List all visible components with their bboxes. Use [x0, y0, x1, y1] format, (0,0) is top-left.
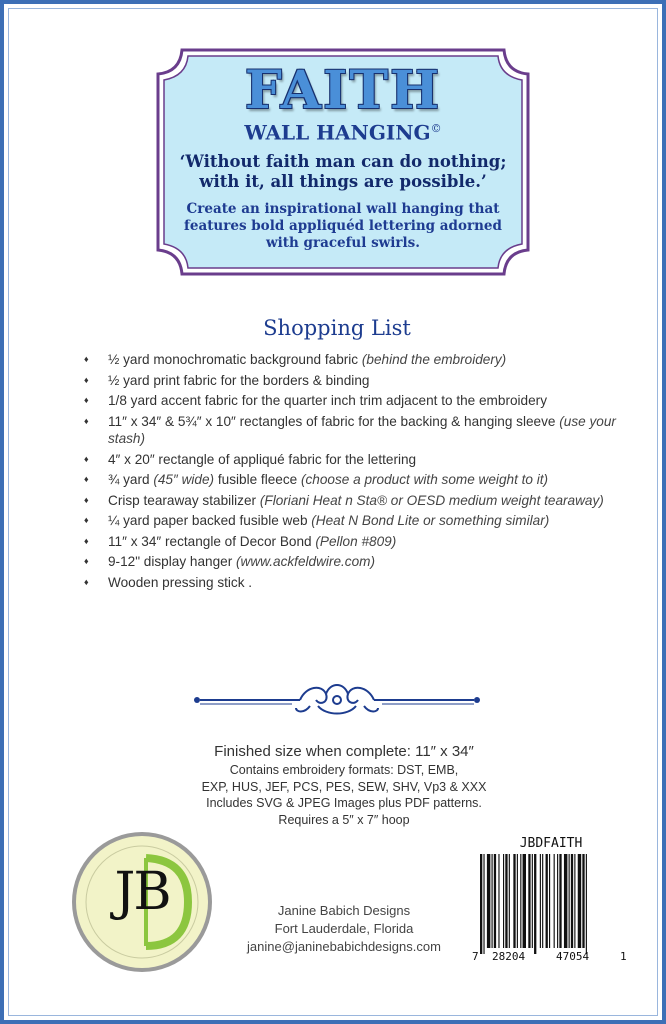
list-item: ♦ ¼ yard paper backed fusible web (Heat N Bond Lite or something similar): [84, 512, 624, 530]
formats-line-2: EXP, HUS, JEF, PCS, PES, SEW, SHV, Vp3 & XXX: [201, 779, 487, 794]
barcode-bar: [509, 854, 510, 948]
list-item: ♦ 9-12" display hanger (www.ackfeldwire.com): [84, 553, 624, 571]
quote-line-2: with it, all things are possible.’: [199, 171, 487, 191]
barcode-bar: [498, 854, 499, 948]
barcode-bar: [549, 854, 550, 948]
barcode-bar: [557, 854, 558, 948]
barcode-bar: [492, 854, 493, 948]
barcode-sku: JBDFAITH: [519, 836, 583, 851]
barcode-bar: [528, 854, 530, 948]
finished-size: Finished size when complete: 11″ x 34″: [214, 743, 474, 760]
company-email: janine@janinebabichdesigns.com: [247, 939, 441, 954]
contact-info: [219, 902, 469, 956]
description: Create an inspirational wall hanging that features bold appliquéd lettering adorned with graceful swirls.: [184, 200, 502, 251]
barcode-bar: [569, 854, 570, 948]
barcode-bar: [517, 854, 518, 948]
list-item: ♦ ½ yard print fabric for the borders & binding: [84, 372, 624, 390]
images-note: Includes SVG & JPEG Images plus PDF patterns.: [206, 796, 482, 810]
list-item: ♦ ½ yard monochromatic background fabric (behind the embroidery): [84, 351, 624, 369]
barcode-bar: [540, 854, 541, 948]
shopping-list-title: Shopping List: [263, 316, 411, 340]
barcode-bar: [532, 854, 533, 948]
title-faith: FAITH: [244, 60, 442, 121]
list-item: ♦ 1/8 yard accent fabric for the quarter inch trim adjacent to the embroidery: [84, 392, 624, 410]
barcode: [470, 854, 630, 964]
barcode-bar: [564, 854, 567, 948]
barcode-bar: [483, 854, 484, 954]
barcode-bar: [582, 854, 584, 948]
barcode-bar: [542, 854, 543, 948]
quote-line-1: ‘Without faith man can do nothing;: [179, 151, 507, 171]
barcode-bar: [574, 854, 575, 948]
company-name: Janine Babich Designs: [277, 903, 411, 918]
barcode-digit-first: 7: [472, 950, 479, 963]
list-item: ♦ Crisp tearaway stabilizer (Floriani Heat n Sta® or OESD medium weight tearaway): [84, 492, 624, 510]
barcode-bar: [505, 854, 507, 948]
shopping-list: [84, 351, 624, 594]
barcode-bar: [546, 854, 548, 948]
list-item: ♦ Wooden pressing stick .: [84, 574, 624, 592]
barcode-bar: [487, 854, 490, 948]
swirl-ornament-icon: [192, 676, 482, 726]
list-item: ♦ 4″ x 20″ rectangle of appliqué fabric for the lettering: [84, 451, 624, 469]
barcode-digit-last: 1: [620, 950, 627, 963]
barcode-bar: [520, 854, 521, 948]
barcode-bar: [571, 854, 573, 948]
product-info: [154, 742, 534, 828]
barcode-bar: [503, 854, 504, 948]
quote: [162, 152, 524, 192]
hoop-note: Requires a 5″ x 7″ hoop: [278, 812, 410, 827]
barcode-bar: [586, 854, 587, 954]
barcode-bar: [513, 854, 515, 948]
barcode-bar: [559, 854, 561, 948]
barcode-bar: [554, 854, 555, 948]
barcode-bar: [578, 854, 581, 948]
list-item: ♦ ¾ yard (45″ wide) fusible fleece (choose a product with some weight to it): [84, 471, 624, 489]
copyright-mark: ©: [430, 122, 442, 135]
company-location: Fort Lauderdale, Florida: [274, 921, 414, 936]
logo-letters: JB: [114, 862, 170, 922]
barcode-bar: [480, 854, 482, 954]
barcode-digits-right: 47054: [556, 950, 590, 963]
barcode-bar: [494, 854, 496, 948]
formats-line-1: Contains embroidery formats: DST, EMB,: [229, 763, 459, 777]
list-item: ♦ 11″ x 34″ & 5¾″ x 10″ rectangles of fabric for the backing & hanging sleeve (use your stash): [84, 413, 624, 448]
barcode-bar: [534, 854, 536, 954]
barcode-digits-left: 28204: [492, 950, 526, 963]
plaque-text: [162, 60, 524, 252]
barcode-bar: [523, 854, 526, 948]
title-subtitle: WALL HANGING©: [244, 120, 442, 145]
list-item: ♦ 11″ x 34″ rectangle of Decor Bond (Pellon #809): [84, 533, 624, 551]
